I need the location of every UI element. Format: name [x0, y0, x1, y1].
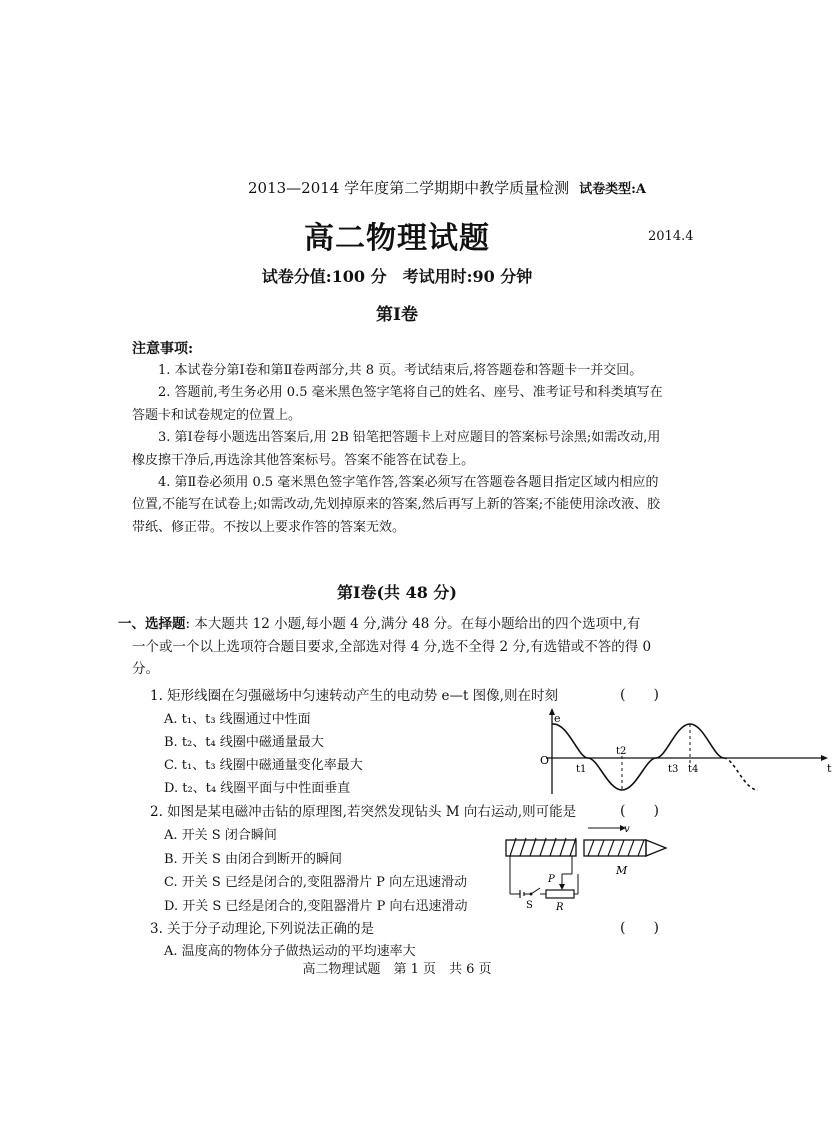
graph-label-t1: t1	[576, 764, 587, 775]
graph-label-t3: t3	[668, 764, 679, 775]
section-heading: 第Ⅰ卷(共 48 分)	[336, 583, 458, 602]
graph-label-t2: t2	[616, 746, 627, 757]
graph-label-origin: O	[540, 754, 550, 767]
notes-item: 2. 答题前,考生务必用 0.5 毫米黑色签字笔将自己的姓名、座号、准考证号和科类填写在答题卡和试卷规定的位置上。	[132, 385, 663, 423]
question-2-option-c: C. 开关 S 已经是闭合的,变阻器滑片 P 向左迅速滑动	[164, 875, 468, 890]
question-1-option-d: D. t₂、t₄ 线圈平面与中性面垂直	[164, 781, 351, 796]
exam-header	[248, 177, 646, 198]
drill-velocity-label: v	[624, 824, 630, 835]
question-1-option-c: C. t₁、t₃ 线圈中磁通量变化率最大	[164, 758, 363, 773]
question-3-stem: 3. 关于分子动理论,下列说法正确的是	[150, 921, 374, 937]
question-3-option-a: A. 温度高的物体分子做热运动的平均速率大	[164, 944, 416, 959]
section-intro-lead: 一、选择题	[118, 616, 186, 632]
section-intro	[118, 613, 666, 681]
notes-list	[132, 360, 664, 539]
answer-paren: ( )	[620, 920, 659, 936]
answer-paren: ( )	[620, 803, 659, 819]
notes-item: 4. 第Ⅱ卷必须用 0.5 毫米黑色签字笔作答,答案必须写在答题卷各题目指定区域内相应的位置,不能写在试卷上;如需改动,先划掉原来的答案,然后再写上新的答案;不能使用涂改液、胶带纸、修正带。不按以上要求作答的答案无效。	[132, 475, 661, 535]
answer-paren: ( )	[620, 687, 659, 703]
question-2-stem: 2. 如图是某电磁冲击钻的原理图,若突然发现钻头 M 向右运动,则可能是	[150, 804, 577, 820]
question-1-option-a: A. t₁、t₃ 线圈通过中性面	[164, 712, 311, 727]
switch-label: S	[526, 900, 533, 911]
question-2-option-b: B. 开关 S 由闭合到断开的瞬间	[164, 852, 342, 867]
paper-type: 试卷类型:A	[579, 182, 647, 197]
graph-label-e: e	[554, 712, 561, 725]
section-intro-cont: 一个或一个以上选项符合题目要求,全部选对得 4 分,选不全得 2 分,有选错或不答的得 0 分。	[132, 638, 652, 677]
exam-header-line: 2013—2014 学年度第二学期期中教学质量检测	[248, 179, 570, 197]
question-1-option-b: B. t₂、t₄ 线圈中磁通量最大	[164, 735, 324, 750]
notes-item: 3. 第Ⅰ卷每小题选出答案后,用 2B 铅笔把答题卡上对应题目的答案标号涂黑;如需改动,用橡皮擦干净后,再选涂其他答案标号。答案不能答在试卷上。	[132, 430, 661, 468]
graph-label-t4: t4	[688, 764, 699, 775]
exam-date: 2014.4	[648, 229, 694, 244]
drill-bit-label: M	[616, 864, 628, 877]
section-intro-text: : 本大题共 12 小题,每小题 4 分,满分 48 分。在每小题给出的四个选项中,有	[185, 616, 641, 632]
slider-label: P	[548, 874, 555, 885]
impact-drill-diagram	[500, 818, 675, 913]
volume-heading: 第Ⅰ卷	[376, 305, 418, 325]
notes-heading: 注意事项:	[132, 341, 194, 357]
graph-label-t: t	[827, 762, 832, 775]
question-2-option-d: D. 开关 S 已经是闭合的,变阻器滑片 P 向右迅速滑动	[164, 899, 468, 914]
emf-time-graph	[538, 706, 838, 798]
notes-item: 1. 本试卷分第Ⅰ卷和第Ⅱ卷两部分,共 8 页。考试结束后,将答题卷和答题卡一并交回。	[158, 363, 643, 378]
page-footer: 高二物理试题 第 1 页 共 6 页	[302, 962, 492, 977]
score-line: 试卷分值:100 分 考试用时:90 分钟	[261, 267, 533, 286]
question-1-stem: 1. 矩形线圈在匀强磁场中匀速转动产生的电动势 e—t 图像,则在时刻	[150, 688, 558, 704]
rheostat-label: R	[556, 902, 564, 913]
page-title: 高二物理试题	[304, 221, 490, 256]
question-2-option-a: A. 开关 S 闭合瞬间	[164, 828, 277, 843]
